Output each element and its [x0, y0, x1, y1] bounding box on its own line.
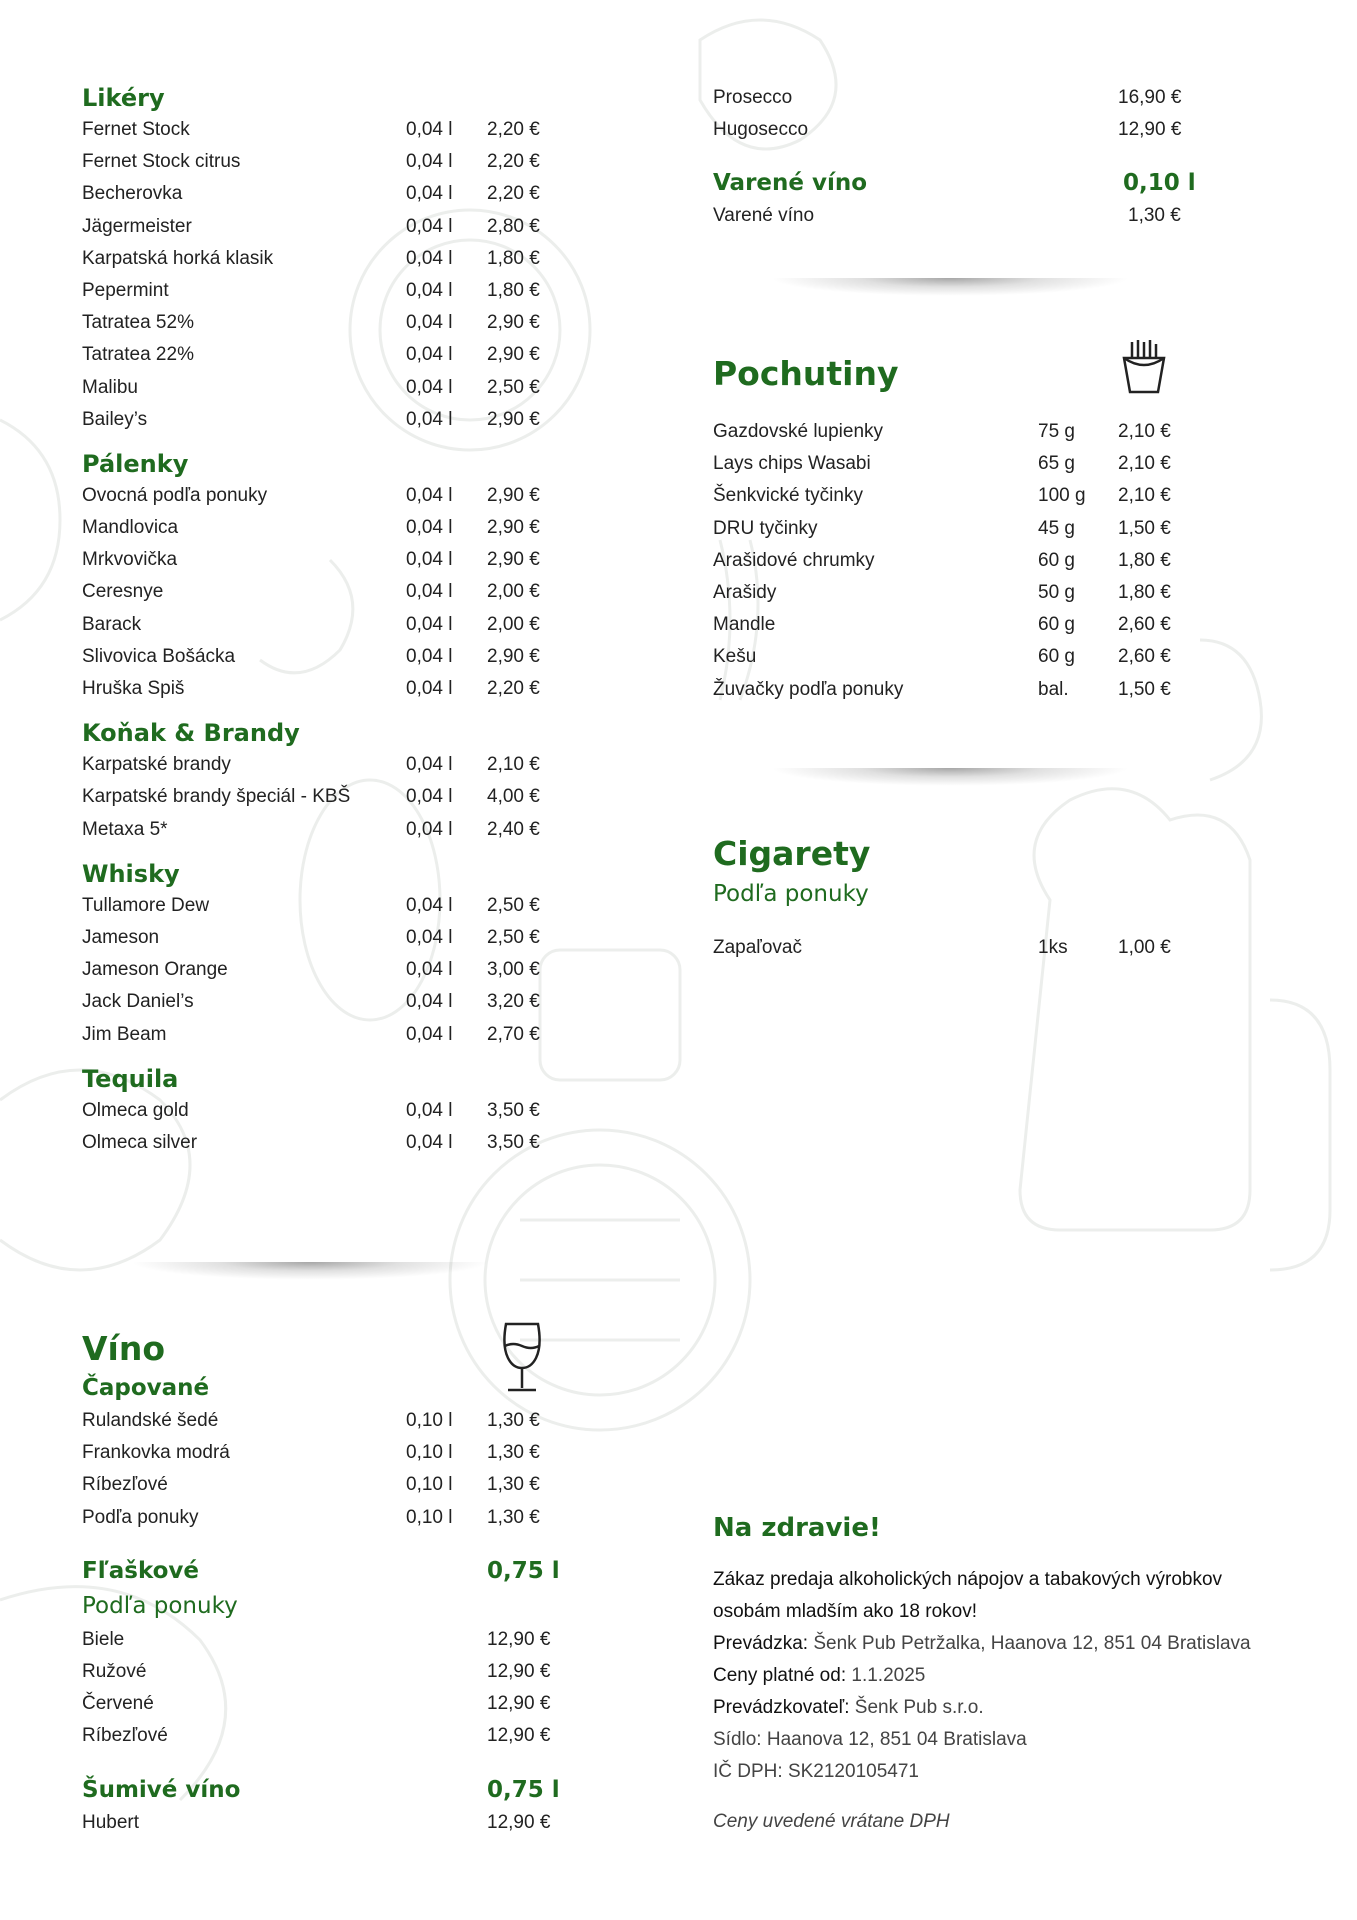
item-name: Gazdovské lupienky — [713, 421, 884, 442]
footer-info — [713, 1508, 1313, 1838]
item-price: 1,50 € — [1118, 517, 1171, 539]
menu-row — [82, 954, 562, 986]
wine-glass-icon — [500, 1320, 544, 1396]
item-volume: 0,10 l — [406, 1410, 453, 1431]
item-volume: 0,04 l — [406, 581, 453, 603]
item-name: Rulandské šedé — [82, 1410, 219, 1431]
menu-row — [82, 146, 562, 178]
item-price: 2,90 € — [487, 344, 540, 366]
wine-bottle-subtitle: Podľa ponuky — [82, 1592, 238, 1619]
item-volume: 0,04 l — [406, 151, 453, 173]
item-name: Ružové — [82, 1660, 147, 1682]
item-price: 2,00 € — [487, 581, 540, 603]
item-name: Karpatské brandy špeciál - KBŠ — [82, 786, 351, 808]
item-price: 2,10 € — [1118, 485, 1171, 507]
menu-row — [82, 243, 562, 275]
item-name: Jack Daniel’s — [82, 991, 194, 1013]
menu-row — [713, 545, 1273, 577]
operator-value: Šenk Pub s.r.o. — [854, 1697, 984, 1718]
item-price: 12,90 € — [1118, 119, 1182, 141]
item-quantity: 60 g — [1038, 549, 1075, 571]
item-price: 2,40 € — [487, 818, 540, 840]
wine-title: Víno — [82, 1329, 166, 1368]
item-quantity: 50 g — [1038, 581, 1075, 603]
item-name: Hugosecco — [713, 119, 809, 141]
menu-row — [82, 1656, 562, 1688]
menu-row — [82, 781, 562, 813]
item-price: 2,20 € — [487, 151, 540, 173]
item-price: 2,60 € — [1118, 646, 1171, 668]
mulled-volume: 0,10 l — [1123, 170, 1196, 197]
item-price: 1,00 € — [1118, 937, 1171, 958]
item-price: 1,30 € — [487, 1410, 540, 1431]
menu-row — [82, 609, 562, 641]
venue-line — [713, 1628, 1313, 1660]
wine-bottle-volume: 0,75 l — [487, 1557, 560, 1584]
item-volume: 0,04 l — [406, 1099, 453, 1121]
menu-row — [82, 1807, 562, 1839]
wine-bottle-title — [82, 1554, 562, 1588]
menu-row — [713, 641, 1273, 673]
item-volume: 0,04 l — [406, 247, 453, 269]
menu-row — [82, 339, 562, 371]
valid-line — [713, 1660, 1313, 1692]
snacks-title: Pochutiny — [713, 354, 899, 393]
item-name: Karpatská horká klasik — [82, 247, 274, 269]
menu-row — [82, 544, 562, 576]
item-name: DRU tyčinky — [713, 517, 818, 539]
wine-tap-title: Čapované — [82, 1375, 210, 1401]
item-volume: 0,04 l — [406, 344, 453, 366]
item-price: 2,90 € — [487, 645, 540, 667]
menu-row — [82, 114, 562, 146]
item-price: 2,90 € — [487, 484, 540, 506]
item-quantity: 60 g — [1038, 646, 1075, 668]
item-price: 2,20 € — [487, 678, 540, 699]
item-price: 12,90 € — [487, 1628, 551, 1650]
item-price: 1,80 € — [487, 247, 540, 269]
item-price: 2,90 € — [487, 312, 540, 334]
right-column — [713, 82, 1273, 233]
menu-row — [82, 211, 562, 243]
item-name: Bailey’s — [82, 408, 148, 430]
item-volume: 0,04 l — [406, 549, 453, 571]
menu-row — [82, 1720, 562, 1752]
item-volume: 0,04 l — [406, 376, 453, 398]
wine-section — [82, 1327, 562, 1839]
item-name: Červené — [82, 1693, 154, 1715]
menu-row — [82, 673, 562, 705]
menu-row — [82, 1405, 562, 1437]
menu-row — [82, 275, 562, 307]
menu-row — [713, 480, 1273, 512]
wine-sparkling-volume: 0,75 l — [487, 1776, 560, 1803]
menu-row — [713, 577, 1273, 609]
seat-line: Sídlo: Haanova 12, 851 04 Bratislava — [713, 1729, 1027, 1750]
menu-row — [82, 372, 562, 404]
item-name: Tullamore Dew — [82, 894, 210, 916]
vat-note: Ceny uvedené vrátane DPH — [713, 1811, 950, 1832]
menu-row — [82, 512, 562, 544]
venue-label: Prevádzka: — [713, 1633, 809, 1654]
item-name: Tatratea 52% — [82, 312, 194, 334]
item-name: Mandlovica — [82, 517, 179, 539]
menu-row — [82, 1688, 562, 1720]
item-name: Slivovica Bošácka — [82, 645, 236, 667]
item-name: Varené víno — [713, 205, 815, 227]
menu-row — [82, 1437, 562, 1469]
vat-line: IČ DPH: SK2120105471 — [713, 1761, 919, 1782]
menu-row — [82, 1469, 562, 1501]
menu-row — [82, 922, 562, 954]
item-volume: 0,04 l — [406, 1023, 453, 1045]
item-name: Hubert — [82, 1811, 140, 1833]
item-price: 1,50 € — [1118, 678, 1171, 700]
item-name: Barack — [82, 613, 142, 635]
valid-value: 1.1.2025 — [851, 1665, 926, 1686]
item-volume: 0,04 l — [406, 312, 453, 334]
menu-row — [713, 674, 1273, 706]
item-volume: 0,04 l — [406, 678, 453, 699]
item-quantity: 75 g — [1038, 421, 1075, 442]
divider-left — [130, 1262, 490, 1280]
wine-sparkling-title-text: Šumivé víno — [82, 1776, 241, 1803]
operator-line — [713, 1692, 1313, 1724]
item-name: Mandle — [713, 614, 776, 636]
section-title: Pálenky — [82, 449, 189, 478]
item-name: Olmeca silver — [82, 1131, 198, 1153]
item-price: 1,80 € — [1118, 581, 1171, 603]
menu-row — [82, 404, 562, 436]
item-quantity: 100 g — [1038, 485, 1086, 507]
wine-sparkling-title — [82, 1773, 562, 1807]
menu-row — [82, 1095, 562, 1127]
menu-row — [82, 178, 562, 210]
wine-bottle-title-text: Fľaškové — [82, 1557, 200, 1584]
age-warning-line1: Zákaz predaja alkoholických nápojov a tabakových výrobkov — [713, 1569, 1223, 1590]
item-price: 3,50 € — [487, 1131, 540, 1153]
item-name: Ríbezľové — [82, 1725, 168, 1747]
item-name: Frankovka modrá — [82, 1442, 230, 1464]
menu-row — [82, 986, 562, 1018]
item-price: 1,30 € — [487, 1442, 540, 1464]
operator-label: Prevádzkovateľ: — [713, 1697, 850, 1718]
menu-row — [713, 932, 1273, 964]
item-price: 4,00 € — [487, 786, 540, 808]
item-volume: 0,04 l — [406, 926, 453, 948]
item-name: Arašidové chrumky — [713, 549, 875, 571]
item-name: Jim Beam — [82, 1023, 167, 1045]
menu-row — [82, 1127, 562, 1159]
item-quantity: 45 g — [1038, 517, 1075, 539]
item-price: 12,90 € — [487, 1811, 551, 1833]
item-volume: 0,04 l — [406, 484, 453, 506]
item-name: Žuvačky podľa ponuky — [713, 678, 904, 700]
item-volume: 0,04 l — [406, 1131, 453, 1153]
item-price: 2,90 € — [487, 549, 540, 571]
item-price: 3,00 € — [487, 959, 540, 981]
item-name: Jameson Orange — [82, 959, 228, 981]
item-volume: 0,04 l — [406, 645, 453, 667]
item-price: 2,90 € — [487, 517, 540, 539]
menu-row — [82, 576, 562, 608]
menu-row — [82, 480, 562, 512]
item-name: Fernet Stock citrus — [82, 151, 241, 173]
item-name: Biele — [82, 1628, 125, 1650]
item-price: 16,90 € — [1118, 87, 1182, 108]
menu-row — [82, 307, 562, 339]
item-volume: 0,04 l — [406, 215, 453, 237]
section-title: Koňak & Brandy — [82, 719, 300, 748]
cheers-title: Na zdravie! — [713, 1513, 881, 1543]
item-price: 1,30 € — [487, 1506, 540, 1528]
item-name: Becherovka — [82, 183, 183, 205]
item-volume: 0,10 l — [406, 1506, 453, 1528]
item-price: 2,50 € — [487, 376, 540, 398]
item-volume: 0,04 l — [406, 754, 453, 776]
section-title: Tequila — [82, 1064, 179, 1093]
item-volume: 0,10 l — [406, 1442, 453, 1464]
item-name: Podľa ponuky — [82, 1506, 199, 1528]
item-name: Šenkvické tyčinky — [713, 485, 863, 507]
item-volume: 0,04 l — [406, 183, 453, 205]
item-name: Prosecco — [713, 87, 793, 108]
item-name: Hruška Spiš — [82, 678, 185, 699]
item-volume: 0,04 l — [406, 818, 453, 840]
item-price: 2,50 € — [487, 926, 540, 948]
item-price: 2,00 € — [487, 613, 540, 635]
menu-row — [713, 513, 1273, 545]
item-volume: 0,04 l — [406, 408, 453, 430]
item-name: Pepermint — [82, 279, 169, 301]
item-price: 3,20 € — [487, 991, 540, 1013]
menu-row — [82, 1624, 562, 1656]
cigarettes-section — [713, 832, 1273, 964]
item-price: 2,80 € — [487, 215, 540, 237]
item-name: Metaxa 5* — [82, 818, 168, 840]
item-price: 2,20 € — [487, 119, 540, 140]
menu-row — [82, 1019, 562, 1051]
item-price: 12,90 € — [487, 1725, 551, 1747]
item-name: Lays chips Wasabi — [713, 453, 871, 475]
item-name: Ríbezľové — [82, 1474, 168, 1496]
mulled-title-text: Varené víno — [713, 170, 868, 197]
item-name: Malibu — [82, 376, 138, 398]
item-name: Zapaľovač — [713, 937, 802, 958]
menu-row — [82, 890, 562, 922]
item-price: 2,90 € — [487, 408, 540, 430]
menu-row — [713, 448, 1273, 480]
menu-row — [713, 609, 1273, 641]
item-name: Jameson — [82, 926, 160, 948]
item-price: 2,70 € — [487, 1023, 540, 1045]
item-volume: 0,04 l — [406, 959, 453, 981]
item-quantity: 60 g — [1038, 614, 1075, 636]
item-price: 1,30 € — [487, 1474, 540, 1496]
item-volume: 0,10 l — [406, 1474, 453, 1496]
item-name: Karpatské brandy — [82, 754, 231, 776]
item-name: Fernet Stock — [82, 119, 190, 140]
item-price: 1,80 € — [487, 279, 540, 301]
item-volume: 0,04 l — [406, 894, 453, 916]
menu-row — [713, 416, 1273, 448]
item-name: Ovocná podľa ponuky — [82, 484, 268, 506]
venue-value: Šenk Pub Petržalka, Haanova 12, 851 04 Bratislava — [813, 1633, 1251, 1654]
item-price: 1,80 € — [1118, 549, 1171, 571]
left-column — [82, 82, 562, 1159]
item-quantity: 65 g — [1038, 453, 1075, 475]
menu-row — [82, 641, 562, 673]
menu-row — [82, 814, 562, 846]
section-title: Whisky — [82, 859, 180, 888]
cigarettes-subtitle: Podľa ponuky — [713, 881, 869, 907]
menu-row — [713, 114, 1273, 146]
item-quantity: 1ks — [1038, 937, 1068, 958]
item-name: Kešu — [713, 646, 757, 668]
item-name: Olmeca gold — [82, 1099, 189, 1121]
menu-row — [82, 749, 562, 781]
item-price: 1,30 € — [1128, 205, 1181, 227]
item-name: Mrkvovička — [82, 549, 178, 571]
item-price: 2,20 € — [487, 183, 540, 205]
divider-right-1 — [770, 278, 1130, 296]
snacks-section — [713, 352, 1273, 706]
item-volume: 0,04 l — [406, 119, 453, 140]
item-name: Jägermeister — [82, 215, 192, 237]
age-warning-line2: osobám mladším ako 18 rokov! — [713, 1601, 978, 1622]
item-name: Tatratea 22% — [82, 344, 194, 366]
divider-right-2 — [770, 768, 1130, 786]
valid-label: Ceny platné od: — [713, 1665, 847, 1686]
menu-row — [713, 200, 1273, 232]
item-price: 12,90 € — [487, 1660, 551, 1682]
cigarettes-title: Cigarety — [713, 834, 871, 873]
item-quantity: bal. — [1038, 678, 1069, 700]
item-price: 2,10 € — [1118, 421, 1171, 442]
item-price: 2,60 € — [1118, 614, 1171, 636]
item-volume: 0,04 l — [406, 517, 453, 539]
item-volume: 0,04 l — [406, 786, 453, 808]
item-price: 12,90 € — [487, 1693, 551, 1715]
item-price: 2,10 € — [1118, 453, 1171, 475]
mulled-title — [713, 166, 1273, 200]
menu-row — [713, 82, 1273, 114]
item-price: 2,10 € — [487, 754, 540, 776]
item-price: 2,50 € — [487, 894, 540, 916]
section-title: Likéry — [82, 84, 165, 112]
menu-row — [82, 1502, 562, 1534]
item-name: Ceresnye — [82, 581, 164, 603]
item-volume: 0,04 l — [406, 991, 453, 1013]
item-name: Arašidy — [713, 581, 777, 603]
item-volume: 0,04 l — [406, 279, 453, 301]
item-volume: 0,04 l — [406, 613, 453, 635]
item-price: 3,50 € — [487, 1099, 540, 1121]
